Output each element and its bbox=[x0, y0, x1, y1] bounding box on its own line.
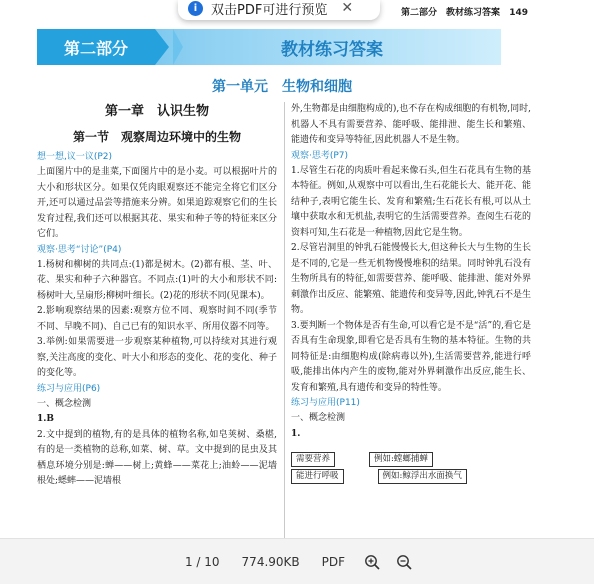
preview-toast bbox=[178, 0, 380, 20]
answer-item: 1. bbox=[291, 428, 301, 439]
part-label: 第二部分 bbox=[37, 29, 155, 65]
page-number: 149 bbox=[509, 8, 528, 18]
tag-row bbox=[291, 469, 531, 484]
column-divider bbox=[284, 102, 285, 540]
right-column bbox=[291, 102, 531, 484]
answer-item: 2.影响观察结果的因素:观察方位不同、观察时间不同(季节不同、早晚不同)、自己已有的知识水平、所用仪器不同等。 bbox=[37, 306, 277, 332]
subheading: 观察·思考(P7) bbox=[291, 150, 349, 161]
answer-item: 3.举例:如果需要进一步观察某种植物,可以持续对其进行观察,关注高度的变化、叶大小和形态的变化、花的变化、种子的变化等。 bbox=[37, 337, 277, 378]
close-icon[interactable]: ✕ bbox=[341, 0, 354, 16]
pdf-toolbar bbox=[0, 538, 594, 584]
feature-box: 能进行呼吸 bbox=[291, 469, 344, 484]
page-indicator: 1 / 10 bbox=[184, 554, 220, 569]
subheading: 练习与应用(P6) bbox=[37, 383, 101, 394]
chapter-title: 第一章 认识生物 bbox=[104, 104, 209, 119]
section-title: 第一节 观察周边环境中的生物 bbox=[72, 130, 241, 144]
subheading: 想一想,议一议(P2) bbox=[37, 152, 113, 162]
header-section: 第二部分 教材练习答案 bbox=[401, 8, 501, 18]
part-banner bbox=[37, 29, 501, 65]
toast-text: 双击PDF可进行预览 bbox=[211, 2, 328, 18]
tag-row bbox=[291, 452, 531, 467]
banner-title: 教材练习答案 bbox=[281, 39, 383, 60]
file-format: PDF bbox=[321, 554, 346, 569]
answer-item: 1.杨树和柳树的共同点:(1)都是树木。(2)都有根、茎、叶、花、果实和种子六种器官。不同点:(1)叶的大小和形状不同:杨树叶大,呈扇形;柳树叶细长。(2)花的形状不同(见课本)。 bbox=[37, 259, 277, 301]
subheading: 练习与应用(P11) bbox=[291, 398, 360, 408]
zoom-in-icon[interactable] bbox=[363, 553, 381, 571]
left-column bbox=[37, 102, 277, 490]
section-label: 一、概念检测 bbox=[37, 398, 92, 409]
info-icon: i bbox=[188, 1, 203, 16]
answer-item: 3.要判断一个物体是否有生命,可以看它是不是“活”的,看它是否具有生命现象,即看它是否具有生物的基本特征。生物的共同特征是:由细胞构成(除病毒以外),生活需要营养,能进行呼吸,能排出体内产生的废物,能对外界刺激作出反应,能生长、发育和繁殖,具有遗传和变异的特性等。 bbox=[291, 320, 531, 393]
example-box: 例如:鲸浮出水面换气 bbox=[378, 469, 467, 484]
answer-item: 2.尽管岩洞里的钟乳石能慢慢长大,但这种长大与生物的生长是不同的,它是一些无机物慢慢堆积的结果。同时钟乳石没有生物所具有的特征,如需要营养、能呼吸、能排泄、能对外界刺激作出反应、能繁殖、能遗传和变异等,因此,钟乳石不是生物。 bbox=[291, 243, 531, 315]
chevron-decoration bbox=[173, 29, 183, 65]
subheading: 观察·思考“讨论”(P4) bbox=[37, 244, 122, 255]
answer-item: 2.文中提到的植物,有的是具体的植物名称,如皂荚树、桑椹,有的是一类植物的总称,如菜、树、草。文中提到的昆虫及其栖息环境分别是:蝉——树上;黄蜂——菜花上;油蛉——泥墙根处;蟋蟀——泥墙根 bbox=[37, 429, 277, 486]
file-size: 774.90KB bbox=[241, 554, 300, 569]
answer-item: 1.B bbox=[37, 414, 55, 424]
unit-title: 第一单元 生物和细胞 bbox=[212, 79, 352, 95]
paragraph: 上面图片中的是韭菜,下面图片中的是小麦。可以根据叶片的大小和形状区分。如果仅凭肉眼观察还不能完全将它们区分开,还可以通过品尝等措施来分辨。如果追踪观察它们的生长发育过程,我们还可以根据其花、果实和种子等的特征来区分它们。 bbox=[37, 167, 277, 239]
feature-box: 需要营养 bbox=[291, 452, 335, 467]
page-header bbox=[401, 5, 528, 18]
chevron-decoration bbox=[155, 29, 169, 65]
answer-item: 1.尽管生石花的肉质叶看起来像石头,但生石花具有生物的基本特征。例如,从观察中可以看出,生石花能长大、能开花、能结种子,表明它能生长、发育和繁殖;生石花长有根,可以从土壤中获取水和无机盐,表明它的生活需要营养。查阅生石花的资料可知,生石花是一种植物,因此它是生物。 bbox=[291, 165, 531, 238]
example-box: 例如:螳螂捕蝉 bbox=[369, 452, 433, 467]
section-label: 一、概念检测 bbox=[291, 413, 346, 423]
zoom-out-icon[interactable] bbox=[395, 553, 413, 571]
paragraph: 外,生物都是由细胞构成的),也不存在构成细胞的有机物,同时,机器人不具有需要营养、能呼吸、能排泄、能生长和繁殖、能遗传和变异等特征,因此机器人不是生物。 bbox=[291, 104, 531, 145]
